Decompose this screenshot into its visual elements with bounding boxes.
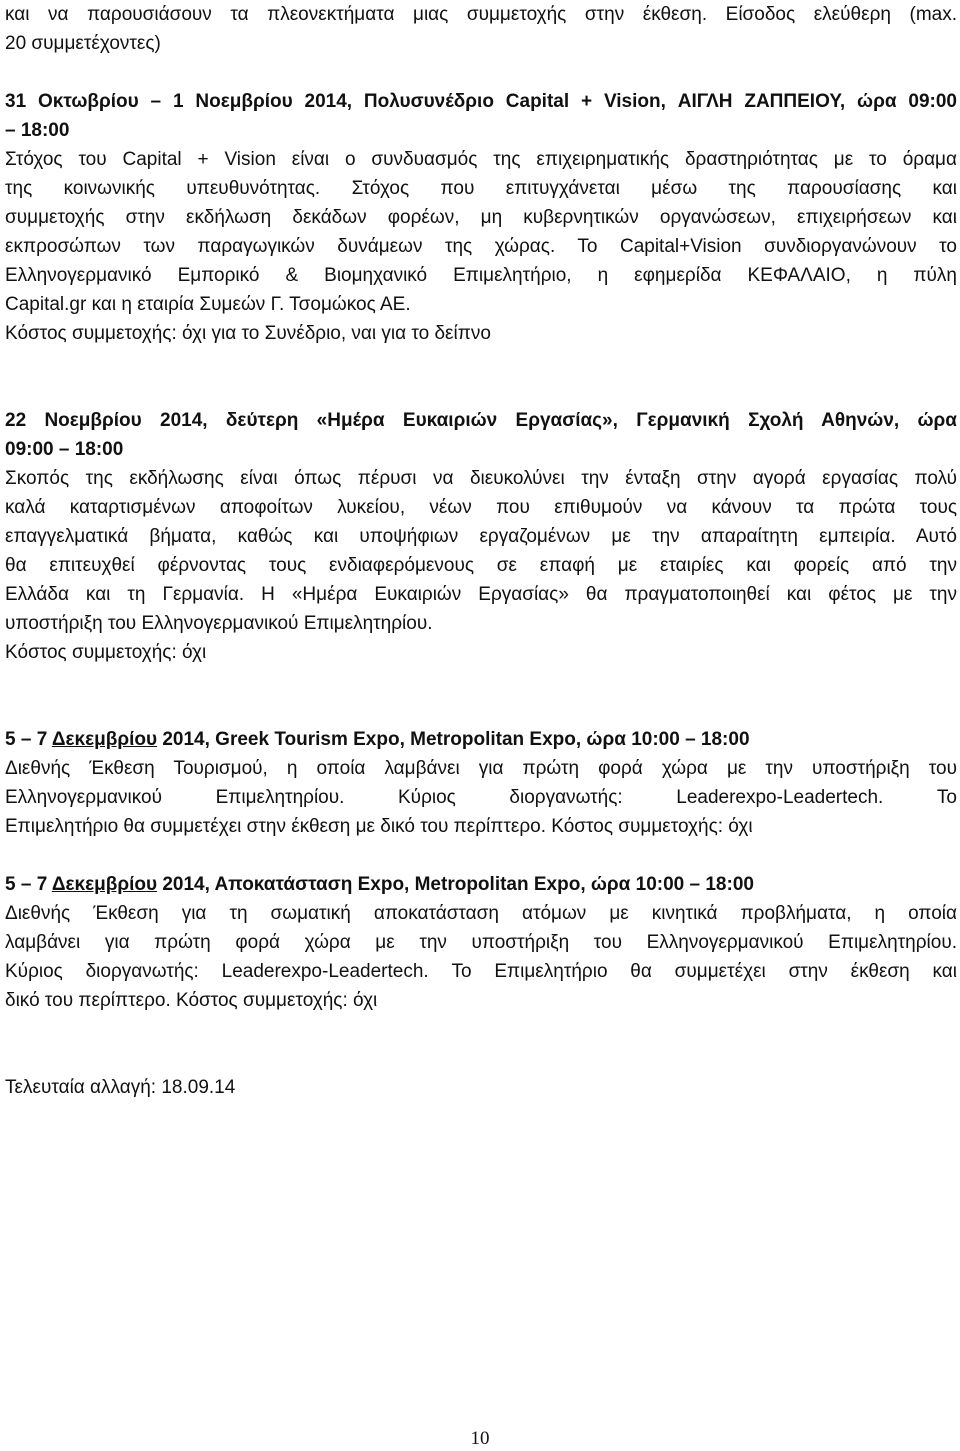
event-greek-tourism-expo (5, 725, 957, 841)
event-heading-date: 5 – 7 (5, 874, 52, 895)
event-body-line: καλά καταρτισμένων αποφοίτων λυκείου, νέων που επιθυμούν να κάνουν τα πρώτα τους (5, 497, 957, 518)
spacer (5, 667, 957, 725)
document-page (5, 0, 957, 1102)
intro-line: και να παρουσιάσουν τα πλεονεκτήματα μιας συμμετοχής στην έκθεση. Είσοδος ελεύθερη (max. (5, 4, 957, 25)
event-heading (5, 725, 957, 754)
event-body-line: Στόχος του Capital + Vision είναι ο συνδυασμός της επιχειρηματικής δραστηριότητας με το όραμα (5, 149, 957, 170)
event-body-line: συμμετοχής στην εκδήλωση δεκάδων φορέων, μη κυβερνητικών οργανώσεων, επιχειρήσεων και (5, 207, 957, 228)
event-heading-date: 5 – 7 (5, 729, 52, 750)
event-body-line: της κοινωνικής υπευθυνότητας. Στόχος που επιτυγχάνεται μέσω της παρουσίασης και (5, 178, 957, 199)
event-body-line: Διεθνής Έκθεση για τη σωματική αποκατάσταση ατόμων με κινητικά προβλήματα, η οποία (5, 903, 957, 924)
event-heading-title: 2014, Αποκατάσταση Expo, Metropolitan Expo, ώρα 10:00 – 18:00 (157, 874, 754, 895)
event-heading: 31 Οκτωβρίου – 1 Νοεμβρίου 2014, Πολυσυνέδριο Capital + Vision, ΑΙΓΛΗ ΖΑΠΠΕΙΟΥ, ώρα 09:00 (5, 91, 957, 112)
event-body-line: Ελλάδα και τη Γερμανία. Η «Ημέρα Ευκαιριών Εργασίας» θα πραγματοποιηθεί και φέτος με την (5, 584, 957, 605)
event-body-line: Κύριος διοργανωτής: Leaderexpo-Leadertech. Το Επιμελητήριο θα συμμετέχει στην έκθεση και (5, 961, 957, 982)
event-heading: 22 Νοεμβρίου 2014, δεύτερη «Ημέρα Ευκαιριών Εργασίας», Γερμανική Σχολή Αθηνών, ώρα (5, 410, 957, 431)
event-body-line: επαγγελματικά βήματα, καθώς και υποψήφιων εργαζομένων με την απαραίτητη εμπειρία. Αυτό (5, 526, 957, 547)
intro-line: 20 συμμετέχοντες) (5, 33, 161, 54)
spacer (5, 58, 957, 87)
event-cost: Κόστος συμμετοχής: όχι (5, 642, 207, 663)
event-body-line: υποστήριξη του Ελληνογερμανικού Επιμελητηρίου. (5, 613, 433, 634)
event-heading-title: 2014, Greek Tourism Expo, Metropolitan Expo, ώρα 10:00 – 18:00 (157, 729, 750, 750)
last-change: Τελευταία αλλαγή: 18.09.14 (5, 1077, 236, 1098)
event-body-line: Ελληνογερμανικό Εμπορικό & Βιομηχανικό Επιμελητήριο, η εφημερίδα ΚΕΦΑΛΑΙΟ, η πύλη (5, 265, 957, 286)
spacer (5, 841, 957, 870)
event-job-opportunities-day (5, 406, 957, 667)
event-heading: 09:00 – 18:00 (5, 439, 124, 460)
event-body-line: Επιμελητήριο θα συμμετέχει στην έκθεση με δικό του περίπτερο. Κόστος συμμετοχής: όχι (5, 816, 753, 837)
event-capital-vision (5, 87, 957, 348)
event-cost: Κόστος συμμετοχής: όχι για το Συνέδριο, ναι για το δείπνο (5, 323, 491, 344)
event-heading (5, 870, 957, 899)
event-body-line: δικό του περίπτερο. Κόστος συμμετοχής: όχι (5, 990, 378, 1011)
event-body-line: θα επιτευχθεί φέρνοντας τους ενδιαφερόμενους σε επαφή με εταιρίες και φορείς από την (5, 555, 957, 576)
event-body-line: Διεθνής Έκθεση Τουρισμού, η οποία λαμβάνει για πρώτη φορά χώρα με την υποστήριξη του (5, 758, 957, 779)
event-heading-month: Δεκεμβρίου (51, 729, 158, 750)
page-number: 10 (470, 1428, 490, 1449)
event-body-line: Σκοπός της εκδήλωσης είναι όπως πέρυσι να διευκολύνει την ένταξη στην αγορά εργασίας πολύ (5, 468, 957, 489)
event-body-line: Ελληνογερμανικού Επιμελητηρίου. Κύριος διοργανωτής: Leaderexpo-Leadertech. Το (5, 787, 957, 808)
event-rehabilitation-expo (5, 870, 957, 1015)
event-heading: – 18:00 (5, 120, 70, 141)
event-body-line: Capital.gr και η εταιρία Συμεών Γ. Τσομώκος ΑΕ. (5, 294, 411, 315)
event-body-line: λαμβάνει για πρώτη φορά χώρα με την υποστήριξη του Ελληνογερμανικού Επιμελητηρίου. (5, 932, 957, 953)
spacer (5, 1015, 957, 1073)
spacer (5, 348, 957, 406)
event-heading-month: Δεκεμβρίου (51, 874, 158, 895)
event-body-line: εκπροσώπων των παραγωγικών δυνάμεων της χώρας. Το Capital+Vision συνδιοργανώνουν το (5, 236, 957, 257)
